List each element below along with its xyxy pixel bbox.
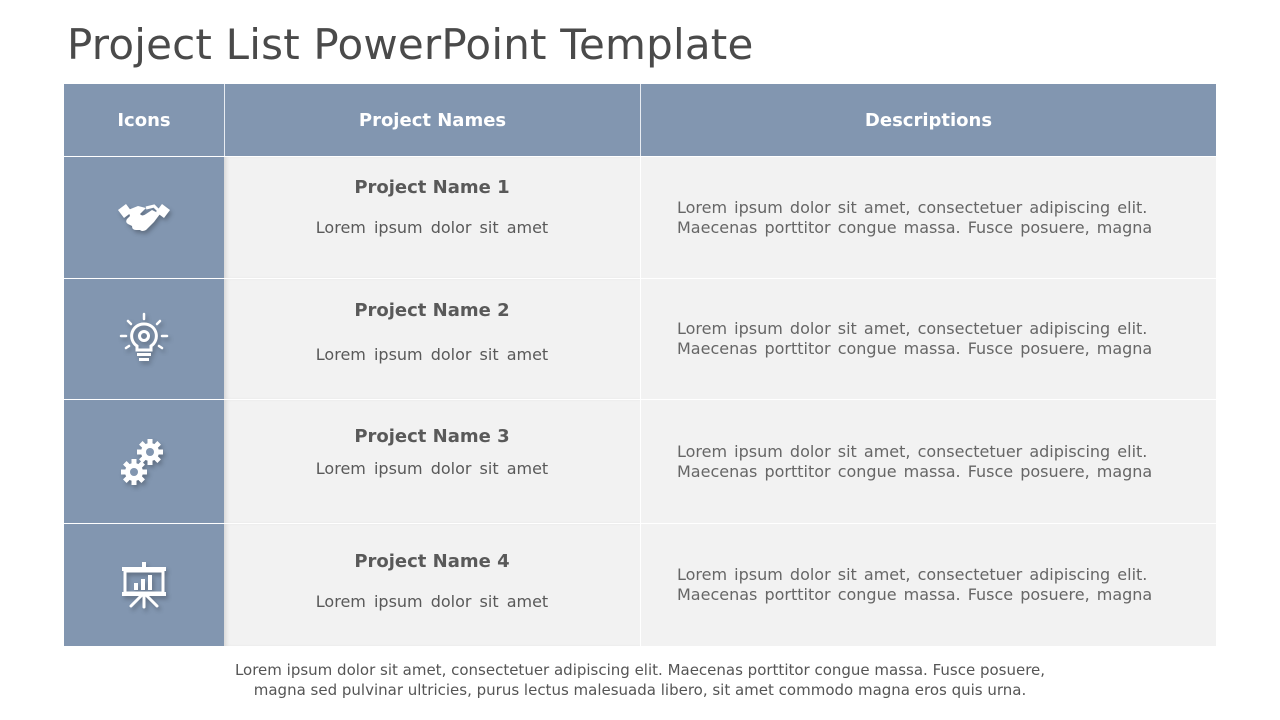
description-cell	[640, 279, 1216, 399]
description-line: Lorem ipsum dolor sit amet, consectetuer adipiscing elit.	[677, 441, 1148, 461]
table-row	[64, 399, 1216, 523]
project-name-cell	[224, 279, 640, 399]
icon-cell	[64, 400, 224, 523]
project-name-cell	[224, 524, 640, 646]
project-name-cell	[224, 400, 640, 523]
description-line: Maecenas porttitor congue massa. Fusce posuere, magna	[677, 461, 1153, 481]
footer-text	[0, 660, 1280, 700]
description-line: Maecenas porttitor congue massa. Fusce posuere, magna	[677, 339, 1153, 358]
presentation-chart-icon	[119, 561, 169, 609]
table-header	[64, 84, 1216, 156]
icon-cell	[64, 524, 224, 646]
icon-cell	[64, 279, 224, 399]
page-title: Project List PowerPoint Template	[67, 20, 754, 69]
project-name: Project Name 1	[354, 177, 510, 198]
description-line: Lorem ipsum dolor sit amet, consectetuer adipiscing elit.	[677, 197, 1148, 217]
description-line: Lorem ipsum dolor sit amet, consectetuer adipiscing elit.	[677, 565, 1148, 584]
footer-line: magna sed pulvinar ultricies, purus lectus malesuada libero, sit amet commodo magna eros quis urna.	[253, 681, 1027, 699]
description-line: Maecenas porttitor congue massa. Fusce posuere, magna	[677, 217, 1153, 237]
project-name: Project Name 3	[354, 426, 510, 447]
header-descriptions: Descriptions	[640, 84, 1216, 156]
table-row	[64, 156, 1216, 278]
project-subtitle: Lorem ipsum dolor sit amet	[315, 345, 549, 364]
table-row	[64, 278, 1216, 399]
icon-cell	[64, 157, 224, 278]
gears-icon	[120, 436, 168, 488]
project-subtitle: Lorem ipsum dolor sit amet	[315, 218, 549, 237]
footer-line: Lorem ipsum dolor sit amet, consectetuer adipiscing elit. Maecenas porttitor congue massa. Fusce posuere,	[234, 661, 1046, 679]
handshake-icon	[116, 200, 172, 236]
description-cell	[640, 400, 1216, 523]
description-cell	[640, 157, 1216, 278]
description-line: Maecenas porttitor congue massa. Fusce posuere, magna	[677, 585, 1153, 604]
project-table	[64, 84, 1216, 646]
project-subtitle: Lorem ipsum dolor sit amet	[315, 592, 549, 611]
project-name: Project Name 4	[354, 551, 510, 572]
description-line: Lorem ipsum dolor sit amet, consectetuer adipiscing elit.	[677, 319, 1148, 338]
table-row	[64, 523, 1216, 646]
lightbulb-gear-icon	[118, 312, 170, 366]
description-cell	[640, 524, 1216, 646]
project-name: Project Name 2	[354, 300, 510, 321]
header-project-names: Project Names	[224, 84, 640, 156]
header-icons: Icons	[117, 109, 171, 131]
project-subtitle: Lorem ipsum dolor sit amet	[315, 459, 549, 478]
project-name-cell	[224, 157, 640, 278]
